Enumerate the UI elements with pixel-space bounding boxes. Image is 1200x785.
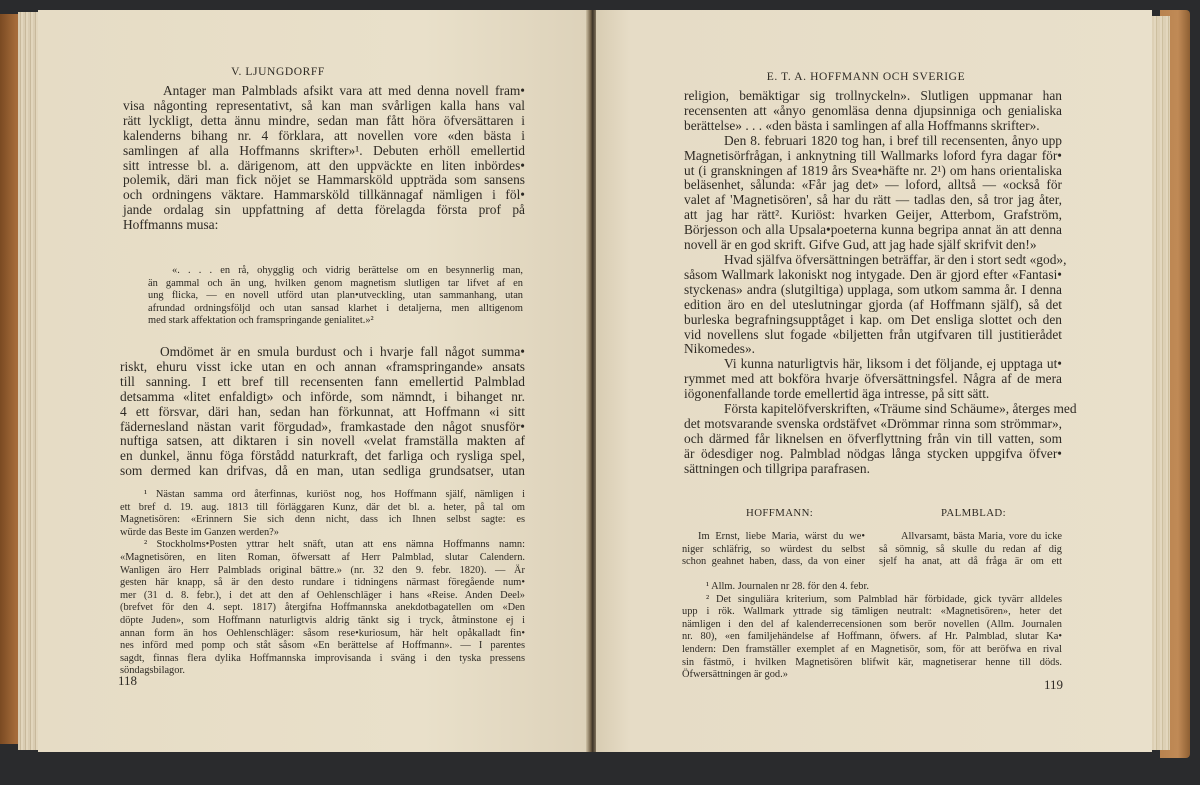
text-line: sättningen och tillgripa parafrasen. [684,460,870,476]
footnote-line: würde das Beste im Ganzen werden?» [120,526,279,538]
left-footnotes [120,489,525,678]
text-line: Första kapitelöfverskriften, «Träume sind Schäume», återges med [724,401,1077,417]
footnote-line: ¹ Nästan samma ord återfinnas, kuriöst nog, hos Hoffmann själf, nämligen i [144,489,525,500]
footnote-line: «Magnetisören, en liten Roman, öfwersatt af Herr Palmblad, slutar Calendern. [120,551,525,563]
text-line: och ordningens väktare. Hammarsköld tillkännagaf nämligen i föl• [123,187,525,203]
footnote-line: nämligen i den del af kalenderrecensionen som berör novellen (Allm. Journalen [682,618,1062,630]
running-head-left: V. LJUNGDORFF [231,66,325,78]
right-footnotes [682,581,1062,682]
text-line: styckenas» andra (slutgiltiga) upplaga, som utkom samma år. I denna [684,281,1062,297]
text-line: berättelse» . . . «den bästa i samlingen af alla Hoffmanns skrifter». [684,117,1040,133]
text-line: är ödesdiger nog. Palmblad nödgas långa stycken uppgifva öfver• [684,445,1062,461]
footnote-line: ett bref d. 19. aug. 1813 till förläggaren Kunz, där det bl. a. heter, på tal om [120,501,525,513]
left-paragraph-1 [123,84,525,233]
quote-line: «. . . . en rå, ohygglig och vidrig berättelse om en besynnerlig man, [172,265,523,276]
right-page [596,10,1152,752]
left-paragraph-2 [120,345,525,479]
footnote-line: söndagsbilagor. [120,665,185,677]
text-line: Den 8. februari 1820 tog han, i bref till recensenten, ånyo upp [724,132,1062,148]
hoffmann-column-text [682,531,865,569]
text-line: beläsenhet, sålunda: «Får jag det» — loford, alltså — «också för [684,177,1062,193]
text-line: visa någonting representativt, så kan man svårligen kalla hans val [123,97,525,113]
text-line: och därmed får liknelsen en öfverflyttning från vin till vatten, som [684,430,1062,446]
text-line: Hvad själfva öfversättningen beträffar, är den i stort sedt «god», [724,251,1067,267]
palmblad-line: sjelf ha anat, att då fråga är om ett [879,556,1062,568]
text-line: iögonenfallande torde emellertid äga intresse, på sitt sätt. [684,386,990,402]
footnote-line: gesten här knapp, så är den desto rundare i tidningens närmast föregående num• [120,577,525,589]
text-line: Magnetisörfrågan, i anknytning till Wallmarks loford fyra dagar för• [684,147,1062,163]
text-line: fädernesland nästan varit förgudad», framkastade den något snusför• [120,418,525,434]
block-quote [148,265,523,328]
footnote-line: Öfwersättningen är god.» [682,669,788,681]
text-line: Omdömet är en smula burdust och i hvarje fall något summa• [160,344,525,359]
running-head-right: E. T. A. HOFFMANN OCH SVERIGE [766,71,966,83]
hoffmann-line: Im Ernst, liebe Maria, wärst du we• [698,531,865,542]
palmblad-line: så sömnig, så skulle du redan af dig [879,543,1062,555]
text-line: riskt, ehuru visst icke utan en och annan «framspringande» ansats [120,358,525,374]
text-line: till sanning. I ett bref till recensenten fann emellertid Palmblad [120,373,525,389]
footnote-line: lendern: Den framställer exemplet af en Magnetisör, som, för att beröfwa en rival [682,643,1062,655]
text-line: detsamma «litet enfaldigt» och införde, som nämndt, i bihanget nr. [120,388,525,404]
palmblad-column-heading: PALMBLAD: [941,507,1006,519]
text-line: samlingen af alla Hoffmanns skrifter»¹. Debuten erhöll emellertid [123,142,525,158]
text-line: det motsvarande svenska ordstäfvet «Drömmar rinna som strömmar», [684,415,1062,431]
text-line: Hoffmanns musa: [123,217,219,233]
page-number-right: 119 [1044,677,1064,692]
text-line: en dunkel, ännu föga förstådd naturkraft, det farliga och rysliga spel, [120,448,525,464]
text-line: novell är en god skrift. Gifve Gud, att jag hade själf skrifvit den!» [684,237,1037,253]
text-line: rätt lyckligt, detta ännu mindre, sedan man fått höra öfversättaren i [123,112,525,128]
footnote-line: ² Stockholms•Posten yttrar helt snäft, utan att ens nämna Hoffmanns namn: [144,539,525,551]
footnote-line: Magnetisören: «Erinnern Sie sich denn nicht, dass ich Ihnen selbst sagte: es [120,514,525,526]
text-line: polemik, däri man fick nöjet se Hammarsköld uppträda som sansens [123,172,525,188]
footnote-line: (brefvet för den 4. sept. 1817) återgifna Hoffmannska anekdotbagatellen om «Den [120,602,525,614]
text-line: sitt intresse bl. a. därigenom, att den uppväckte en liten inbördes• [123,157,525,173]
text-line: burleska begrafningsupptåget i kap. om Det ensliga slottet och den [684,311,1062,327]
text-line: recensenten att «ånyo genomläsa denna djupsinniga och genialiska [684,102,1062,118]
footnote-line: sin fästmö, i hvilken Magnetisören blifwit kär, magnetiserar henne till döds. [682,656,1062,668]
footnote-line: ¹ Allm. Journalen nr 28. för den 4. febr. [706,581,869,592]
quote-line: ung flicka, — en novell utförd utan plan•utveckling, utan sammanhang, utan [148,290,523,302]
footnote-line: upp i rök. Wallmark yttrade sig tämligen neutralt: «Magnetisören», heter det [682,606,1062,618]
text-line: Antager man Palmblads afsikt vara att med denna novell fram• [163,83,525,98]
text-line: jande ordalag sin uppfattning af detta förelagda första prof på [123,202,525,218]
text-line: kalenderns bihang nr. 4 förklara, att novellen vore «den bästa i [123,127,525,143]
footnote-line: döpte Juden», som Hoffmann naturligtvis aldrig tänkt sig i tryck, åtminstone ej i [120,614,525,626]
text-line: Vi kunna naturligtvis här, liksom i det följande, ej upptaga ut• [724,356,1062,372]
palmblad-column-text [879,531,1062,569]
hoffmann-line: niger schläfrig, so würdest du selbst [682,543,865,555]
footnote-line: mer (31 d. 8. febr.), i det att den af Oehlenschläger i hans «Reise. Anden Deel» [120,589,525,601]
hoffmann-column-heading: HOFFMANN: [746,507,814,519]
text-line: ut (i granskningen af 1819 års Svea•häfte nr. 2¹) om hans orientaliska [684,162,1062,178]
text-line: såsom Wallmark lakoniskt nog intygade. Den är gjord efter «Fantasi• [684,266,1062,282]
footnote-line: Wanligen äro Herr Palmblads original bättre.» (nr. 32 den 9. febr. 1820). — Är [120,564,525,576]
text-line: att jag har rätt². Kuriöst: hvarken Geijer, Atterbom, Grafström, [684,207,1062,223]
text-line: vid novellens slut fogade «biljetten från utgifvaren till justitierådet [684,326,1062,342]
hoffmann-line: schon geahnet haben, dass, da von einer [682,556,865,568]
quote-line: med stark affektation och framspringande genialitet.»² [148,315,374,327]
text-line: Börjesson och alla Upsala•poeterna kunna begripa annat än att denna [684,222,1062,238]
text-line: rymmet med att bokföra hvarje öfversättningsfel. Några af de mera [684,371,1062,387]
footnote-line: ² Det singuliära kriterium, som Palmblad här förbidade, gick tyvärr alldeles [706,593,1062,605]
text-line: religion, bemäktigar sig trollnyckeln». Slutligen uppmanar han [684,88,1062,103]
text-line: edition äro en del uteslutningar gjorda (af Hoffmann själf), så det [684,296,1062,312]
text-line: Nikomedes». [684,341,756,357]
text-line: nuftiga satsen, att diktaren i sin novell «velat framställa makten af [120,433,525,449]
footnote-line: nr. 80), «en familjehändelse af Hoffmann, öfwers. af Hr. Palmblad, slutar Ka• [682,631,1062,643]
text-line: som dermed kan drifvas, då en man, utan sedliga grundsatser, utan [120,463,525,479]
footnote-line: sagdt, finnas flera dylika Hoffmannska improvisanda i sväng i den tyska pressens [120,652,525,664]
quote-line: afrundad ordningsföljd och utan sansad klarhet i detaljerna, men alltigenom [148,302,523,314]
left-page [38,10,588,752]
footnote-line: nes införd med pomp och ståt såsom «En berättelse af Hoffmann». — I parentes [120,640,525,652]
palmblad-line: Allvarsamt, bästa Maria, vore du icke [901,531,1062,542]
footnote-line: annan form än hos Oehlenschläger: såsom rese•kuriosum, här helt opåkalladt fin• [120,627,525,639]
text-line: 4 ett försvar, däri han, sedan han förkunnat, att Hoffmann «i sitt [120,403,525,419]
page-number-left: 118 [118,673,138,688]
quote-line: än gammal och än ung, hvilken genom magnetism slutligen tar lifvet af en [148,277,523,289]
right-body-text [684,88,1077,477]
text-line: valet af 'Magnetisören', så har du rätt — tadlas den, så tror jag åter, [684,192,1062,208]
